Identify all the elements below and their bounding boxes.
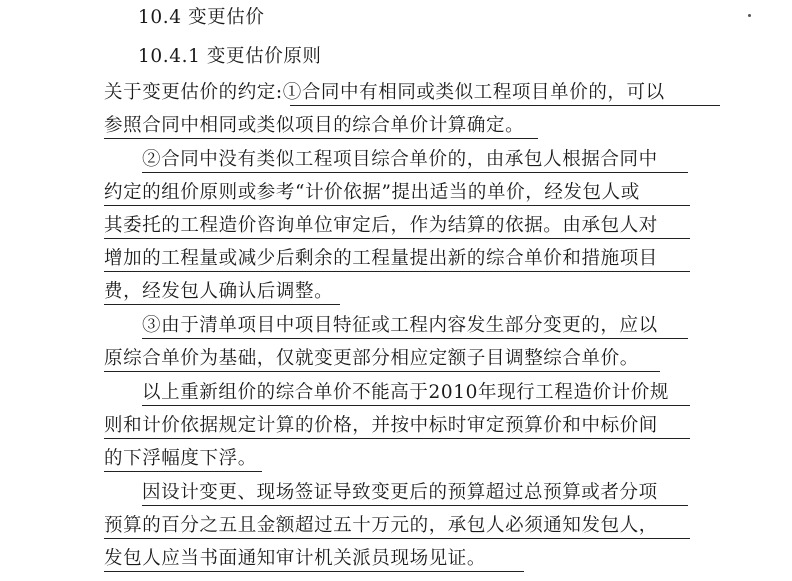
fill-underline: [142, 172, 688, 173]
body-line-9: 原综合单价为基础，仅就变更部分相应定额子目调整综合单价。: [104, 348, 639, 369]
fill-underline: [104, 438, 690, 439]
fill-underline: [142, 338, 688, 339]
body-line-5: 其委托的工程造价咨询单位审定后，作为结算的依据。由承包人对: [104, 215, 658, 236]
body-line-15: 发包人应当书面通知审计机关派员现场见证。: [104, 548, 487, 569]
body-line-2: 参照合同中相同或类似项目的综合单价计算确定。: [104, 115, 525, 136]
body-line-11: 则和计价依据规定计算的价格，并按中标时审定预算价和中标价间: [104, 415, 658, 436]
body-line-10: 以上重新组价的综合单价不能高于2010年现行工程造价计价规: [142, 382, 669, 403]
fill-underline: [104, 205, 690, 206]
fill-underline: [104, 471, 262, 472]
fill-underline: [142, 405, 690, 406]
section-heading: 10.4 变更估价: [138, 7, 265, 28]
subsection-heading: 10.4.1 变更估价原则: [138, 46, 322, 67]
fill-underline: [142, 505, 688, 506]
body-line-14: 预算的百分之五且金额超过五十万元的，承包人必须通知发包人，: [104, 515, 658, 536]
fill-underline: [104, 138, 538, 139]
body-line-13: 因设计变更、现场签证导致变更后的预算超过总预算或者分项: [142, 482, 658, 503]
body-line-12: 的下浮幅度下浮。: [104, 448, 257, 469]
fill-underline: [290, 105, 720, 106]
fill-underline: [104, 271, 690, 272]
fill-underline: [104, 238, 690, 239]
body-line-1: 关于变更估价的约定:①合同中有相同或类似工程项目单价的，可以: [104, 82, 665, 103]
scan-dot: [748, 14, 751, 17]
fill-underline: [104, 371, 660, 372]
body-line-4: 约定的组价原则或参考“计价依据”提出适当的单价，经发包人或: [104, 182, 640, 203]
fill-underline: [104, 538, 690, 539]
fill-underline: [104, 304, 340, 305]
body-line-3: ②合同中没有类似工程项目综合单价的，由承包人根据合同中: [142, 149, 658, 170]
body-line-7: 费，经发包人确认后调整。: [104, 281, 334, 302]
body-line-8: ③由于清单项目中项目特征或工程内容发生部分变更的，应以: [142, 315, 658, 336]
body-line-6: 增加的工程量或减少后剩余的工程量提出新的综合单价和措施项目: [104, 248, 658, 269]
fill-underline: [104, 571, 524, 572]
